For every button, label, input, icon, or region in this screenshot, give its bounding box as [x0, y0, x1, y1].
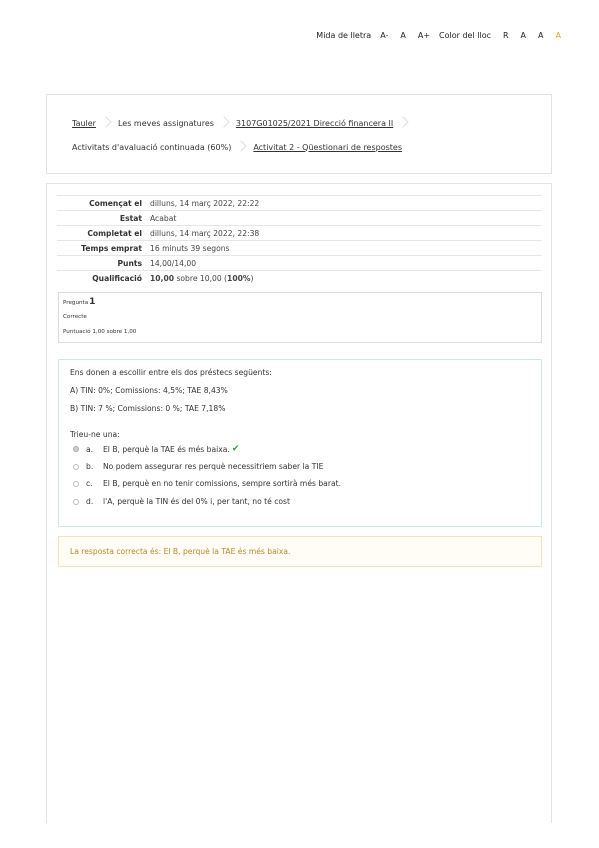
- quiz-review-region: [46, 183, 552, 823]
- radio-icon[interactable]: [73, 499, 79, 505]
- color-a2-button[interactable]: A: [538, 31, 544, 40]
- radio-selected-icon[interactable]: [73, 446, 79, 452]
- breadcrumb-my-courses[interactable]: Les meves assignatures: [117, 118, 214, 128]
- summary-value: 16 minuts 39 segons: [150, 243, 230, 253]
- color-a3-button[interactable]: A: [555, 31, 561, 40]
- question-number: [63, 297, 95, 307]
- answer-option[interactable]: [73, 444, 239, 454]
- summary-label: Punts: [117, 258, 142, 268]
- breadcrumb: [46, 94, 552, 174]
- option-text: El B, perquè en no tenir comissions, sempre sortirà més barat.: [103, 479, 341, 488]
- answer-prompt: Trieu-ne una:: [70, 430, 120, 439]
- color-r-button[interactable]: R: [502, 31, 509, 40]
- font-increase-button[interactable]: A+: [417, 31, 431, 40]
- attempt-summary-table: [57, 195, 542, 286]
- table-row: [57, 196, 542, 211]
- breadcrumb-separator-icon: [104, 116, 110, 130]
- question-number-value: 1: [89, 297, 96, 307]
- grade-end: ): [250, 273, 254, 283]
- answer-option[interactable]: [73, 497, 290, 506]
- option-letter: d.: [86, 497, 94, 506]
- grade-score: 10,00: [150, 273, 175, 283]
- summary-value: dilluns, 14 març 2022, 22:38: [150, 228, 260, 238]
- right-answer-feedback: [58, 536, 542, 567]
- feedback-text: La resposta correcta és: El B, perquè la TAE és més baixa.: [70, 547, 291, 556]
- grade-mid: sobre 10,00 (: [174, 273, 228, 283]
- accessibility-toolbar: [316, 31, 561, 40]
- summary-label: Temps emprat: [81, 243, 142, 253]
- breadcrumb-separator-icon: [222, 116, 228, 130]
- breadcrumb-section[interactable]: Activitats d'avaluació continuada (60%): [72, 142, 232, 152]
- question-label: Pregunta: [63, 300, 89, 306]
- color-a1-button[interactable]: A: [520, 31, 527, 40]
- summary-value: 14,00/14,00: [150, 258, 197, 268]
- table-row: [57, 241, 542, 256]
- correct-check-icon: ✔: [231, 444, 240, 454]
- breadcrumb-tauler[interactable]: Tauler: [72, 118, 96, 128]
- answer-option[interactable]: [73, 479, 341, 488]
- option-text: l'A, perquè la TIN és del 0% i, per tant, no té cost: [103, 497, 290, 506]
- question-grade: Puntuació 1,00 sobre 1,00: [63, 329, 137, 335]
- table-row: [57, 211, 542, 226]
- table-row: [57, 226, 542, 241]
- question-text-line: B) TIN: 7 %; Comissions: 0 %; TAE 7,18%: [70, 404, 226, 413]
- question-content: [58, 359, 542, 527]
- summary-label: Començat el: [89, 198, 142, 208]
- question-text-line: A) TIN: 0%; Comissions: 4,5%; TAE 8,43%: [70, 386, 228, 395]
- option-text: No podem assegurar res perquè necessitriem saber la TIE: [103, 462, 324, 471]
- table-row: [57, 256, 542, 271]
- breadcrumb-activity[interactable]: Activitat 2 - Qüestionari de respostes: [253, 142, 403, 152]
- font-normal-button[interactable]: A: [400, 31, 406, 40]
- breadcrumb-separator-icon: [401, 116, 407, 130]
- radio-icon[interactable]: [73, 464, 79, 470]
- answer-option[interactable]: [73, 462, 323, 471]
- question-state: Correcte: [63, 314, 87, 320]
- option-text: El B, perquè la TAE és més baixa.: [103, 444, 230, 454]
- option-letter: c.: [86, 479, 93, 488]
- font-decrease-button[interactable]: A-: [380, 31, 389, 40]
- summary-label: Qualificació: [92, 273, 142, 283]
- radio-icon[interactable]: [73, 481, 79, 487]
- summary-label: Estat: [119, 213, 142, 223]
- summary-value: dilluns, 14 març 2022, 22:22: [150, 198, 260, 208]
- question-text-line: Ens donen a escollir entre els dos préstecs següents:: [70, 368, 272, 377]
- breadcrumb-course[interactable]: 3107G01025/2021 Direcció financera II: [235, 118, 394, 128]
- option-letter: a.: [86, 444, 94, 454]
- table-row: [57, 271, 542, 286]
- question-info: [58, 292, 542, 343]
- grade-percent: 100%: [227, 273, 251, 283]
- summary-label: Completat el: [87, 228, 142, 238]
- bg-color-label: Color del lloc: [439, 31, 491, 40]
- summary-value: Acabat: [150, 213, 177, 223]
- option-letter: b.: [86, 462, 94, 471]
- grade-value: [148, 271, 542, 286]
- breadcrumb-separator-icon: [239, 140, 245, 154]
- font-size-label: Mida de lletra: [316, 31, 372, 40]
